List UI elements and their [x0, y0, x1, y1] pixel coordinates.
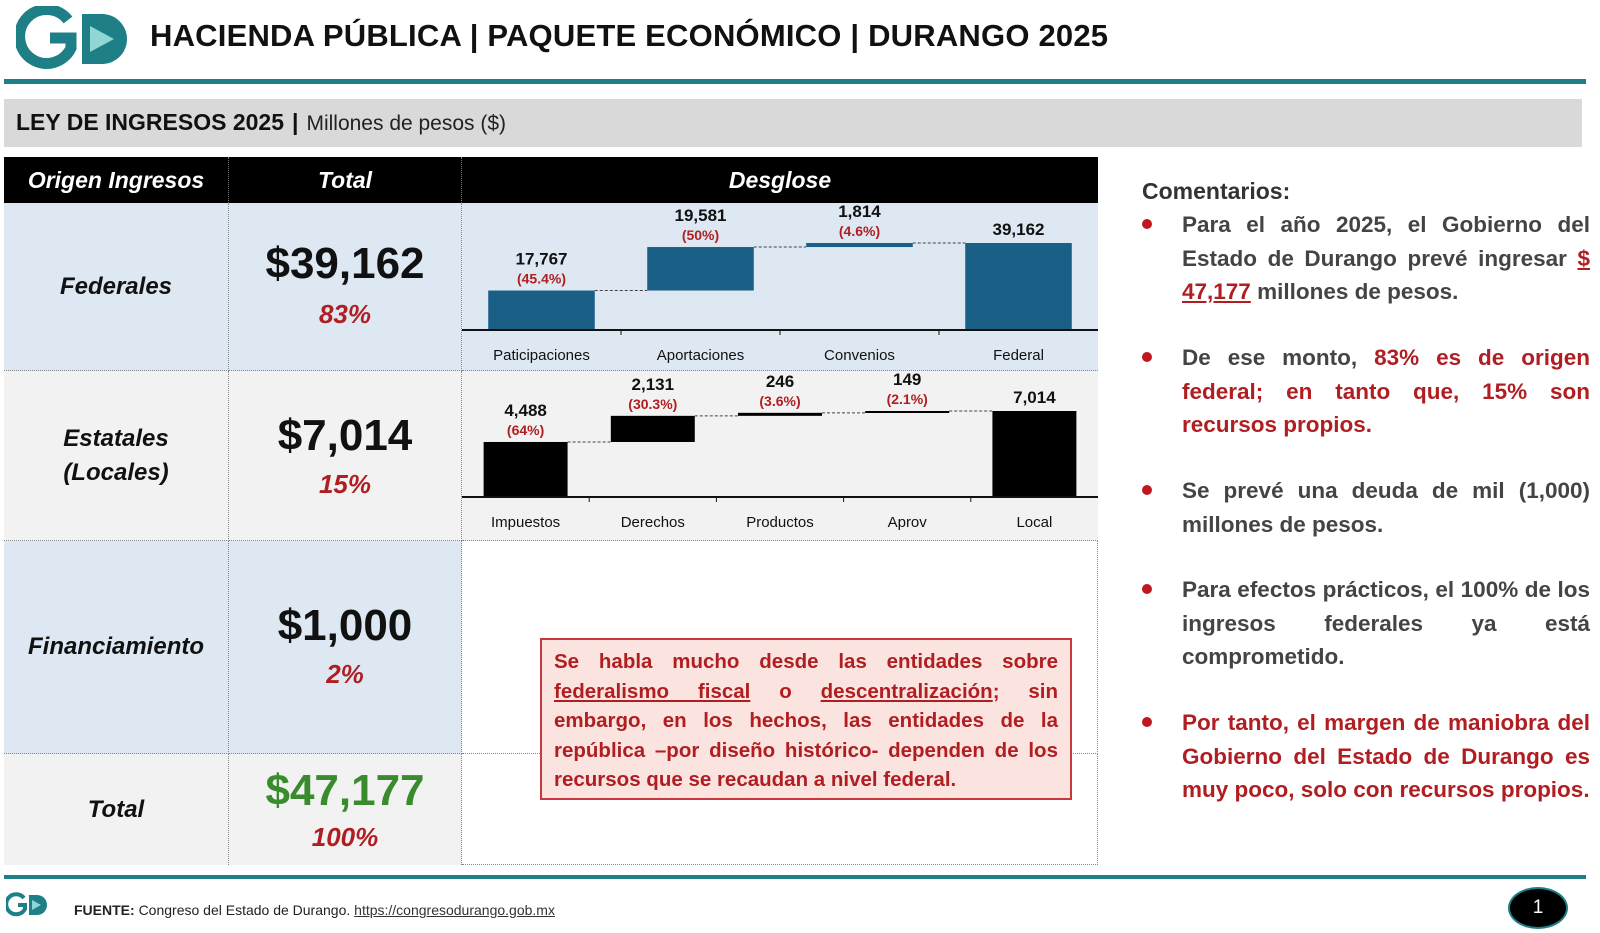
comment-text: Por tanto, el margen de maniobra del Gobierno del Estado de Durango es muy poco, solo con recursos propios. — [1182, 710, 1590, 802]
section-separator: | — [292, 109, 299, 135]
percent-label: (4.6%) — [838, 223, 881, 239]
callout-text-2: o — [779, 679, 792, 703]
footer-source — [74, 902, 555, 918]
comment-text: Para efectos prácticos, el 100% de los ingresos federales ya está comprometido. — [1182, 577, 1590, 669]
bullet-icon — [1142, 352, 1152, 362]
total-amount: $39,162 — [265, 239, 425, 288]
percent-label: (30.3%) — [628, 395, 678, 412]
row-total-total — [229, 754, 462, 865]
header-total: Total — [229, 157, 462, 203]
page-number: 1 — [1508, 887, 1568, 929]
row-label-financiamiento: Financiamiento — [4, 541, 229, 754]
source-text: Congreso del Estado de Durango. — [138, 902, 351, 918]
row-total-financiamiento — [229, 541, 462, 754]
row-total-estatales — [229, 371, 462, 541]
comment-item — [1142, 474, 1590, 541]
bullet-icon — [1142, 485, 1152, 495]
row-label-total: Total — [4, 754, 229, 865]
value-label: 19,581 — [674, 206, 727, 226]
value-label: 1,814 — [838, 203, 881, 221]
grand-total-percent: 100% — [311, 822, 379, 852]
bar-local — [992, 411, 1076, 497]
comment-item — [1142, 341, 1590, 442]
federal-waterfall-chart — [462, 203, 1098, 371]
bullet-icon — [1142, 717, 1152, 727]
gd-footer-logo — [6, 892, 48, 918]
callout-text-1: Se habla mucho desde las entidades sobre — [554, 650, 1058, 673]
total-amount: $1,000 — [277, 601, 413, 650]
total-percent: 2% — [326, 659, 364, 689]
comment-item — [1142, 573, 1590, 674]
category-label: Aprov — [887, 514, 927, 531]
value-label: 17,767 — [515, 249, 568, 269]
comment-amount: $ 47,177 — [1182, 245, 1590, 304]
comment-text: millones de pesos. — [1257, 279, 1459, 304]
section-subtitle: Millones de pesos ($) — [306, 112, 507, 135]
comments-title: Comentarios: — [1142, 178, 1291, 204]
bar-convenios — [806, 243, 913, 247]
comment-highlight: 83% es de origen federal; en tanto que, 15% son recursos propios. — [1182, 345, 1590, 437]
category-label: Derechos — [620, 514, 685, 531]
row-label-federales: Federales — [4, 203, 229, 371]
row-total-federales — [229, 203, 462, 371]
percent-label: (45.4%) — [516, 270, 567, 287]
percent-label: (2.1%) — [886, 391, 928, 407]
category-label: Impuestos — [490, 514, 561, 531]
row-label-text: Estatales (Locales) — [63, 424, 169, 486]
bullet-icon — [1142, 584, 1152, 594]
bar-aprov — [865, 411, 949, 413]
value-label: 149 — [893, 371, 922, 389]
category-label: Local — [1016, 514, 1053, 531]
section-bar — [4, 99, 1582, 147]
category-label: Federal — [993, 347, 1044, 364]
percent-label: (64%) — [506, 421, 545, 438]
category-label: Convenios — [824, 347, 895, 364]
comment-text: De ese monto, — [1182, 345, 1358, 370]
federalism-callout — [540, 638, 1072, 800]
local-chart-cell — [462, 371, 1098, 541]
row-label-estatales — [4, 371, 229, 541]
category-label: Paticipaciones — [493, 347, 590, 364]
section-title: LEY DE INGRESOS 2025 — [16, 109, 285, 135]
category-label: Productos — [746, 514, 814, 531]
callout-text-3: ; sin embargo, en los hechos, las entidades de la república –por diseño histórico- dependen de los recursos que se recaudan a nivel federal. — [554, 679, 1058, 791]
bullet-icon — [1142, 219, 1152, 229]
header-origen: Origen Ingresos — [4, 157, 229, 203]
grand-total-amount: $47,177 — [265, 766, 425, 815]
callout-term-descentralizacion: descentralización — [820, 679, 993, 703]
value-label: 2,131 — [631, 374, 675, 394]
source-label: FUENTE: — [74, 902, 135, 918]
bar-paticipaciones — [488, 291, 595, 330]
comment-item — [1142, 706, 1590, 807]
bar-aportaciones — [647, 247, 754, 291]
percent-label: (50%) — [681, 227, 720, 244]
bar-impuestos — [484, 442, 568, 497]
header-desglose: Desglose — [462, 157, 1098, 203]
comment-item — [1142, 208, 1590, 309]
local-waterfall-chart — [462, 371, 1098, 541]
total-amount: $7,014 — [277, 411, 413, 460]
comment-text: Se prevé una deuda de mil (1,000) millones de pesos. — [1182, 478, 1590, 537]
percent-label: (3.6%) — [759, 392, 801, 409]
federal-chart-cell — [462, 203, 1098, 371]
gd-logo — [16, 6, 134, 72]
bar-derechos — [611, 416, 695, 442]
value-label: 4,488 — [504, 400, 547, 420]
category-label: Aportaciones — [656, 347, 745, 364]
page-title: HACIENDA PÚBLICA | PAQUETE ECONÓMICO | DURANGO 2025 — [150, 18, 1109, 53]
value-label: 7,014 — [1013, 388, 1056, 407]
value-label: 39,162 — [992, 220, 1045, 239]
source-link[interactable]: https://congresodurango.gob.mx — [354, 902, 555, 918]
footer-divider — [4, 875, 1586, 879]
callout-term-federalismo: federalismo fiscal — [554, 679, 751, 703]
total-percent: 15% — [318, 469, 372, 499]
header-divider — [4, 79, 1586, 84]
bar-federal — [965, 243, 1072, 330]
total-percent: 83% — [318, 299, 372, 329]
comment-text: Para el año 2025, el Gobierno del Estado de Durango prevé ingresar — [1182, 212, 1590, 271]
value-label: 246 — [765, 371, 795, 391]
bar-productos — [738, 413, 822, 416]
